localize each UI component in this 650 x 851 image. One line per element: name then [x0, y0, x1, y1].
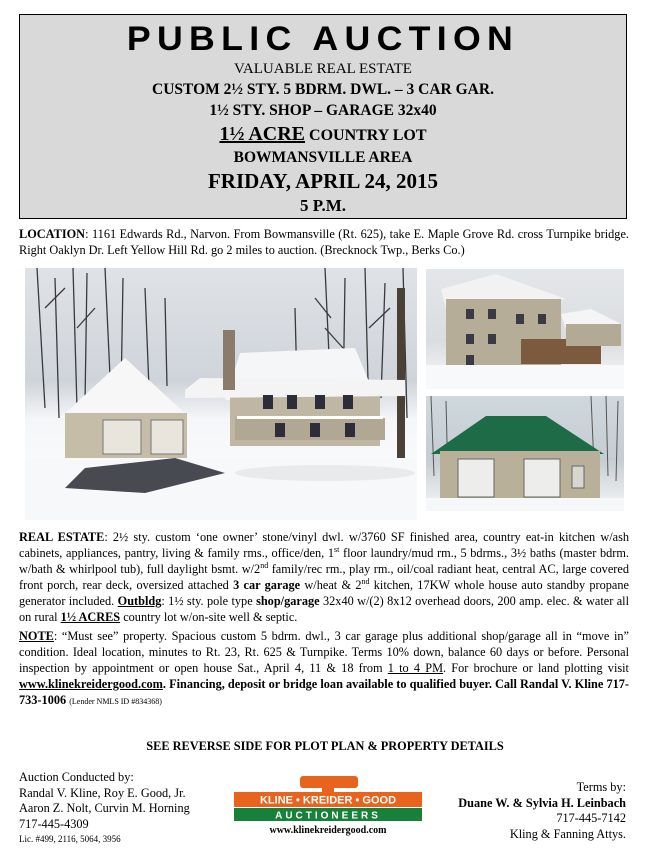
real-estate-text: : 1½ sty. pole type — [161, 594, 257, 609]
real-estate-text: : 2½ sty. custom ‘one owner’ stone/vinyl dwl. w/3760 SF finished area, country eat-in kitchen w/ash cabinets, appliances, pantry, living & family rms., office/den, 1 — [19, 530, 630, 561]
gavel-logo-icon — [232, 772, 424, 836]
house-rear-illustration — [426, 269, 624, 389]
note-financing-text: . Financing, deposit or bridge loan available to qualified buyer. Call Randal V. Kline 717-733-1006 — [19, 676, 629, 707]
open-house-hours: 1 to 4 PM — [387, 660, 444, 675]
header-area: BOWMANSVILLE AREA — [233, 149, 413, 166]
real-estate-text: family/rec rm., play rm., oil/coal radiant heat, central AC, large covered front porch, rear deck, oversized attached — [19, 562, 629, 593]
sellers-names: Duane W. & Sylvia H. Leinbach — [458, 795, 626, 810]
shop-highlight: shop/garage — [256, 594, 320, 609]
house-rear-photo — [426, 269, 624, 389]
kkg-logo — [232, 772, 424, 836]
garage-highlight: 3 car garage — [233, 578, 301, 593]
header-acre-line — [20, 123, 626, 146]
conducted-label: Auction Conducted by: — [19, 770, 134, 784]
acres-highlight: 1½ ACRES — [60, 610, 121, 625]
house-front-photo — [25, 268, 417, 520]
superscript: nd — [260, 561, 269, 571]
logo-tagline: AUCTIONEERS — [275, 810, 381, 822]
terms-block — [458, 780, 626, 842]
note-text: : “Must see” property. Spacious custom 5 bdrm. dwl., 3 car garage plus additional shop/garage all in “move in” condition. Ideal location, minutes to Rt. 23, Rt. 625 & Turnpike. Terms 10% down, balance 60 days or before. Personal inspection by appointment or open house Sat., April 4, 11 & 18 from — [19, 628, 629, 675]
superscript: nd — [361, 577, 370, 587]
house-front-illustration — [25, 268, 417, 520]
header-acre-rest: COUNTRY LOT — [305, 127, 427, 144]
auctioneer-names: Aaron Z. Nolt, Curvin M. Horning — [19, 801, 190, 815]
shop-garage-illustration — [426, 396, 624, 511]
header-subtitle: VALUABLE REAL ESTATE — [234, 61, 412, 77]
superscript: st — [334, 545, 340, 554]
sellers-phone: 717-445-7142 — [556, 811, 626, 825]
terms-label: Terms by: — [576, 780, 626, 794]
page-title: PUBLIC AUCTION — [126, 20, 520, 58]
logo-website[interactable]: www.klinekreidergood.com — [269, 825, 387, 836]
auction-header-box — [19, 14, 627, 219]
attorneys: Kling & Fanning Attys. — [509, 826, 626, 841]
shop-garage-photo — [426, 396, 624, 511]
note-paragraph — [19, 628, 629, 710]
real-estate-text: w/heat & 2 — [300, 578, 362, 593]
description-block — [19, 529, 629, 712]
header-time: 5 P.M. — [299, 196, 347, 215]
website-link[interactable]: www.klinekreidergood.com — [19, 676, 163, 691]
location-paragraph — [19, 226, 629, 258]
real-estate-text: kitchen, 17KW whole house auto standby propane generator included. — [19, 578, 630, 609]
auctioneer-phone: 717-445-4309 — [19, 816, 89, 831]
real-estate-text: 32x40 w/(2) 8x12 overhead doors, 200 amp. elec. & water all on rural — [19, 594, 629, 625]
header-shop-line: 1½ STY. SHOP – GARAGE 32x40 — [209, 102, 437, 119]
auctioneer-names: Randal V. Kline, Roy E. Good, Jr. — [19, 785, 186, 800]
location-label: LOCATION — [19, 227, 86, 241]
lender-id: (Lender NMLS ID #834368) — [69, 696, 162, 706]
location-text: : 1161 Edwards Rd., Narvon. From Bowmansville (Rt. 625), take E. Maple Grove Rd. cross Turnpike bridge. Right Oaklyn Dr. Left Yellow Hill Rd. go 2 miles to auction. (Brecknock Twp., Berks Co.) — [19, 227, 629, 257]
auctioneers-block — [19, 770, 190, 848]
logo-company-name: KLINE • KREIDER • GOOD — [259, 794, 397, 807]
real-estate-paragraph — [19, 529, 629, 626]
see-reverse-notice: SEE REVERSE SIDE FOR PLOT PLAN & PROPERTY DETAILS — [146, 739, 504, 753]
real-estate-text: country lot w/on-site well & septic. — [120, 610, 298, 625]
outbuilding-label: Outbldg — [117, 594, 162, 609]
real-estate-label: REAL ESTATE — [19, 530, 105, 544]
license-numbers: Lic. #499, 2116, 5064, 3956 — [19, 834, 121, 844]
note-label: NOTE — [19, 628, 54, 643]
real-estate-text: floor laundry/mud rm., 5 bdrms., 3½ baths (master bdrm. w/bath & whirlpool tub), full daylight bsmt. w/2 — [19, 546, 629, 577]
header-dwelling-line: CUSTOM 2½ STY. 5 BDRM. DWL. – 3 CAR GAR. — [152, 81, 494, 98]
note-text: . For brochure or land plotting visit — [443, 660, 629, 675]
header-date: FRIDAY, APRIL 24, 2015 — [207, 169, 439, 193]
header-acre-strong: 1½ ACRE — [219, 123, 306, 145]
